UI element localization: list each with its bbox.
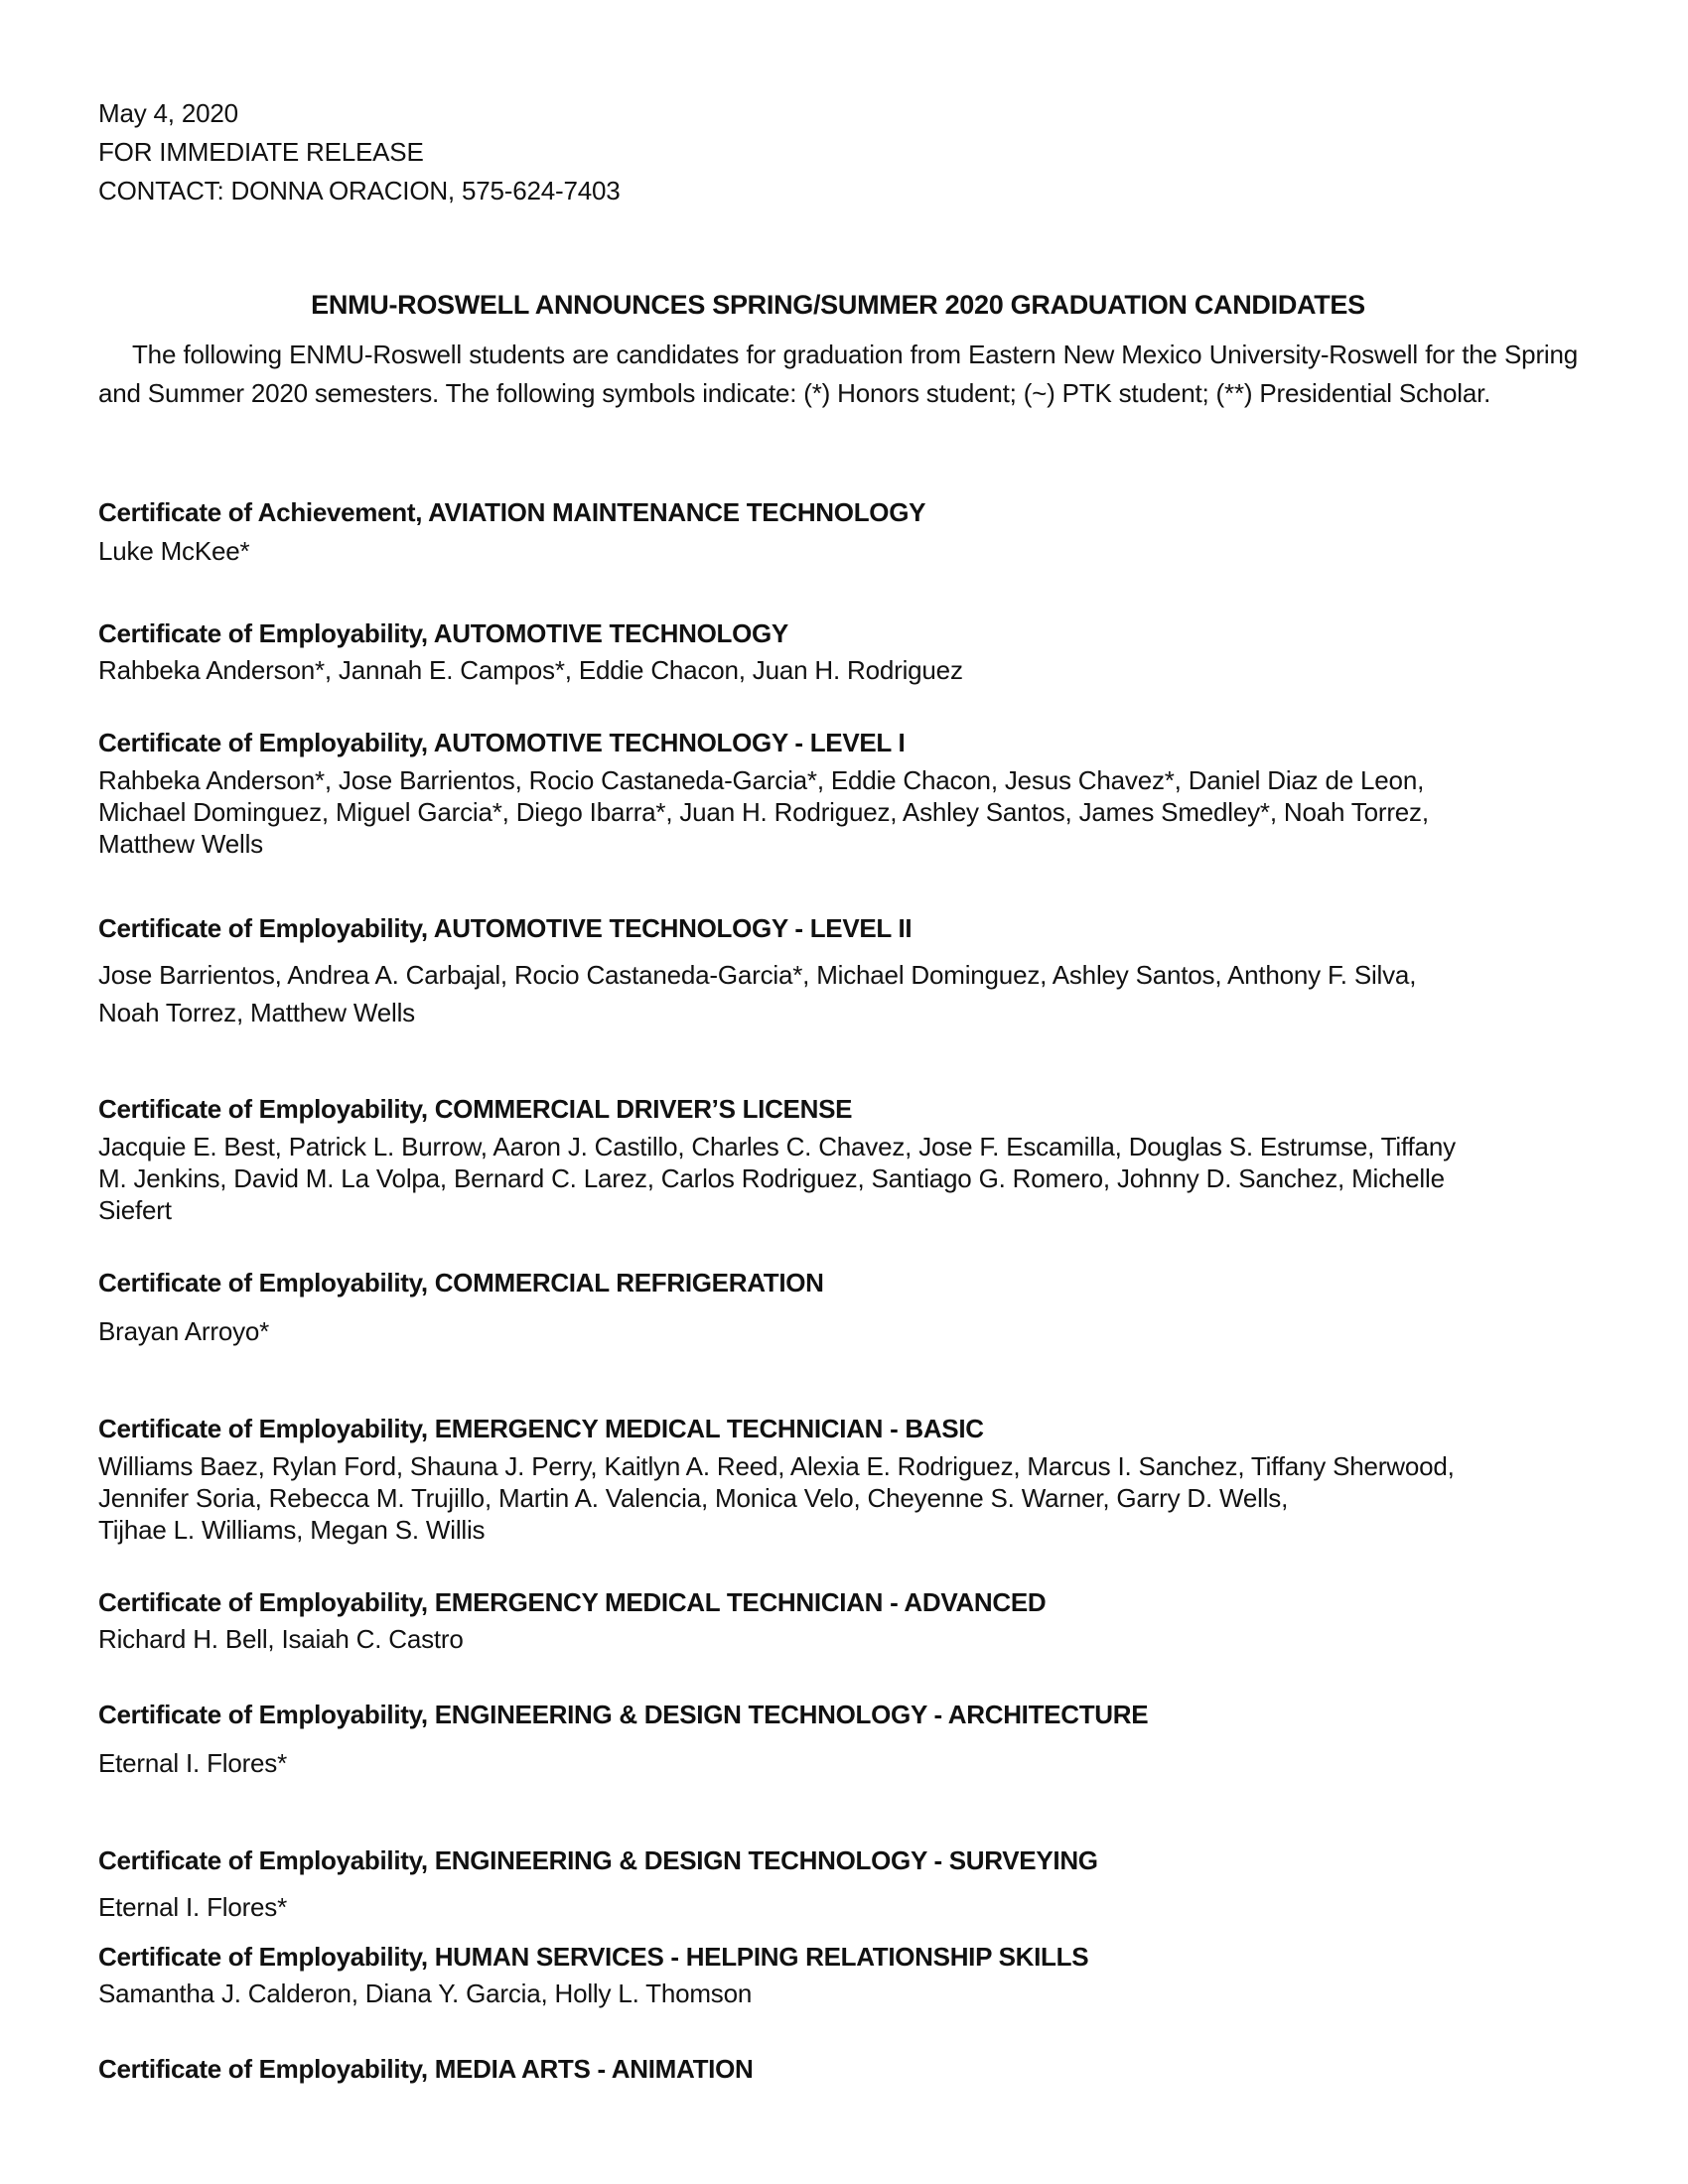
release-header [98, 94, 1578, 210]
candidate-names [98, 764, 1578, 860]
section-automotive-level-2 [98, 912, 1578, 1031]
section-automotive-level-1 [98, 727, 1578, 860]
section-emt-advanced [98, 1586, 1578, 1658]
names-line: Williams Baez, Rylan Ford, Shauna J. Perry, Kaitlyn A. Reed, Alexia E. Rodriguez, Marcus I. Sanchez, Tiffany Sherwood, [98, 1451, 1455, 1481]
section-heading: Certificate of Employability, AUTOMOTIVE TECHNOLOGY - LEVEL II [98, 913, 913, 943]
names-line: Richard H. Bell, Isaiah C. Castro [98, 1624, 464, 1654]
candidate-names [98, 651, 1578, 689]
section-heading: Certificate of Employability, COMMERCIAL REFRIGERATION [98, 1268, 824, 1297]
release-type: FOR IMMEDIATE RELEASE [98, 137, 424, 167]
names-line: Brayan Arroyo* [98, 1316, 270, 1346]
section-commercial-refrigeration [98, 1267, 1578, 1350]
names-line: Eternal I. Flores* [98, 1892, 288, 1922]
names-line: Jose Barrientos, Andrea A. Carbajal, Rocio Castaneda-Garcia*, Michael Dominguez, Ashley Santos, Anthony F. Silva, [98, 960, 1417, 990]
contact-info: CONTACT: DONNA ORACION, 575-624-7403 [98, 176, 621, 205]
section-automotive-technology [98, 617, 1578, 689]
page-title: ENMU-ROSWELL ANNOUNCES SPRING/SUMMER 2020 GRADUATION CANDIDATES [311, 290, 1365, 320]
section-emt-basic [98, 1413, 1578, 1546]
section-engineering-surveying [98, 1844, 1578, 1926]
candidate-names [98, 1744, 1578, 1782]
section-aviation-maintenance [98, 496, 1578, 570]
section-commercial-drivers-license [98, 1093, 1578, 1226]
names-line: M. Jenkins, David M. La Volpa, Bernard C. Larez, Carlos Rodriguez, Santiago G. Romero, Johnny D. Sanchez, Michelle [98, 1163, 1445, 1193]
section-heading: Certificate of Employability, COMMERCIAL DRIVER’S LICENSE [98, 1094, 853, 1124]
names-line: Rahbeka Anderson*, Jose Barrientos, Rocio Castaneda-Garcia*, Eddie Chacon, Jesus Chavez*, Daniel Diaz de Leon, [98, 765, 1425, 795]
names-line: Matthew Wells [98, 829, 263, 859]
section-human-services [98, 1941, 1578, 2012]
names-line: Samantha J. Calderon, Diana Y. Garcia, Holly L. Thomson [98, 1979, 753, 2008]
names-line: Jacquie E. Best, Patrick L. Burrow, Aaron J. Castillo, Charles C. Chavez, Jose F. Escamilla, Douglas S. Estrumse, Tiffany [98, 1132, 1456, 1161]
section-heading: Certificate of Employability, HUMAN SERVICES - HELPING RELATIONSHIP SKILLS [98, 1942, 1089, 1972]
release-date: May 4, 2020 [98, 98, 238, 128]
section-heading: Certificate of Employability, AUTOMOTIVE TECHNOLOGY [98, 618, 788, 648]
section-heading: Certificate of Employability, AUTOMOTIVE TECHNOLOGY - LEVEL I [98, 728, 906, 757]
names-line: Michael Dominguez, Miguel Garcia*, Diego Ibarra*, Juan H. Rodriguez, Ashley Santos, James Smedley*, Noah Torrez, [98, 797, 1429, 827]
candidate-names [98, 532, 1578, 570]
section-heading: Certificate of Employability, MEDIA ARTS - ANIMATION [98, 2054, 754, 2084]
names-line: Eternal I. Flores* [98, 1748, 288, 1778]
names-line: Tijhae L. Williams, Megan S. Willis [98, 1515, 486, 1545]
names-line: Noah Torrez, Matthew Wells [98, 998, 415, 1027]
names-line: Jennifer Soria, Rebecca M. Trujillo, Martin A. Valencia, Monica Velo, Cheyenne S. Warner, Garry D. Wells, [98, 1483, 1289, 1513]
candidate-names [98, 1131, 1578, 1226]
section-heading: Certificate of Employability, EMERGENCY MEDICAL TECHNICIAN - ADVANCED [98, 1587, 1047, 1617]
names-line: Luke McKee* [98, 536, 250, 566]
section-engineering-architecture [98, 1699, 1578, 1782]
names-line: Rahbeka Anderson*, Jannah E. Campos*, Eddie Chacon, Juan H. Rodriguez [98, 655, 963, 685]
candidate-names [98, 1975, 1578, 2012]
candidate-names [98, 1312, 1578, 1350]
section-heading: Certificate of Employability, ENGINEERING & DESIGN TECHNOLOGY - ARCHITECTURE [98, 1700, 1149, 1729]
section-media-arts-animation [98, 2053, 1578, 2085]
candidate-names [98, 1888, 1578, 1926]
names-line: Siefert [98, 1195, 172, 1225]
section-heading: Certificate of Employability, ENGINEERING & DESIGN TECHNOLOGY - SURVEYING [98, 1845, 1098, 1875]
candidate-names [98, 956, 1578, 1031]
intro-paragraph: The following ENMU-Roswell students are candidates for graduation from Eastern New Mexico University-Roswell for the Spring and Summer 2020 semesters. The following symbols indicate: (*) Honors student; (~) PTK student; (**) Presidential Scholar. [98, 340, 1578, 408]
candidate-names [98, 1620, 1578, 1658]
section-heading: Certificate of Achievement, AVIATION MAINTENANCE TECHNOLOGY [98, 497, 926, 527]
candidate-names [98, 1450, 1578, 1546]
section-heading: Certificate of Employability, EMERGENCY MEDICAL TECHNICIAN - BASIC [98, 1414, 984, 1443]
